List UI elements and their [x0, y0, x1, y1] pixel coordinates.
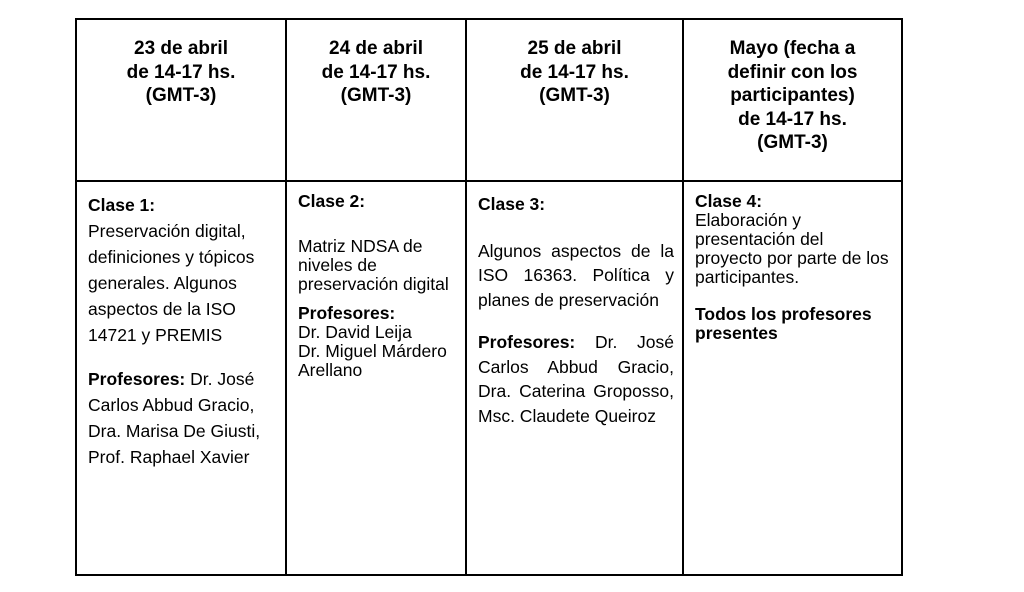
- professors-list: Dr. José Carlos Abbud Gracio, Dra. Caterina Groposso, Msc. Claudete Queiroz: [478, 332, 674, 426]
- header-cell: [683, 19, 902, 181]
- professors-label: Profesores:: [298, 303, 396, 323]
- date-header: 24 de abril de 14-17 hs. (GMT-3): [321, 38, 431, 106]
- class-description: Preservación digital, definiciones y tópicos generales. Algunos aspectos de la ISO 14721 y PREMIS: [88, 221, 255, 345]
- professors-list: Dr. David Leija Dr. Miguel Márdero Arellano: [298, 322, 447, 380]
- header-cell: [76, 19, 286, 181]
- class-title: Clase 2:: [298, 191, 366, 211]
- class-title: Clase 1:: [88, 195, 156, 215]
- date-header: Mayo (fecha a definir con los participantes) de 14-17 hs. (GMT-3): [727, 38, 858, 153]
- class-title: Clase 4:: [695, 191, 763, 211]
- class-cell: [286, 181, 466, 575]
- header-cell: [466, 19, 683, 181]
- professors-note: Todos los profesores presentes: [695, 304, 872, 343]
- header-row: [76, 19, 902, 181]
- class-description: Elaboración y presentación del proyecto por parte de los participantes.: [695, 210, 889, 287]
- classes-row: [76, 181, 902, 575]
- professors-list: Dr. José Carlos Abbud Gracio, Dra. Marisa De Giusti, Prof. Raphael Xavier: [88, 369, 261, 467]
- date-header: 25 de abril de 14-17 hs. (GMT-3): [520, 38, 629, 106]
- class-description: Algunos aspectos de la ISO 16363. Política y planes de preservación: [478, 240, 674, 310]
- class-title: Clase 3:: [478, 194, 546, 214]
- class-description: Matriz NDSA de niveles de preservación digital: [298, 236, 449, 294]
- class-cell: [76, 181, 286, 575]
- class-cell: [466, 181, 683, 575]
- schedule-table: [75, 18, 903, 576]
- professors-label: Profesores:: [478, 332, 576, 352]
- professors-label: Profesores:: [88, 369, 186, 389]
- class-cell: [683, 181, 902, 575]
- header-cell: [286, 19, 466, 181]
- date-header: 23 de abril de 14-17 hs. (GMT-3): [126, 38, 236, 106]
